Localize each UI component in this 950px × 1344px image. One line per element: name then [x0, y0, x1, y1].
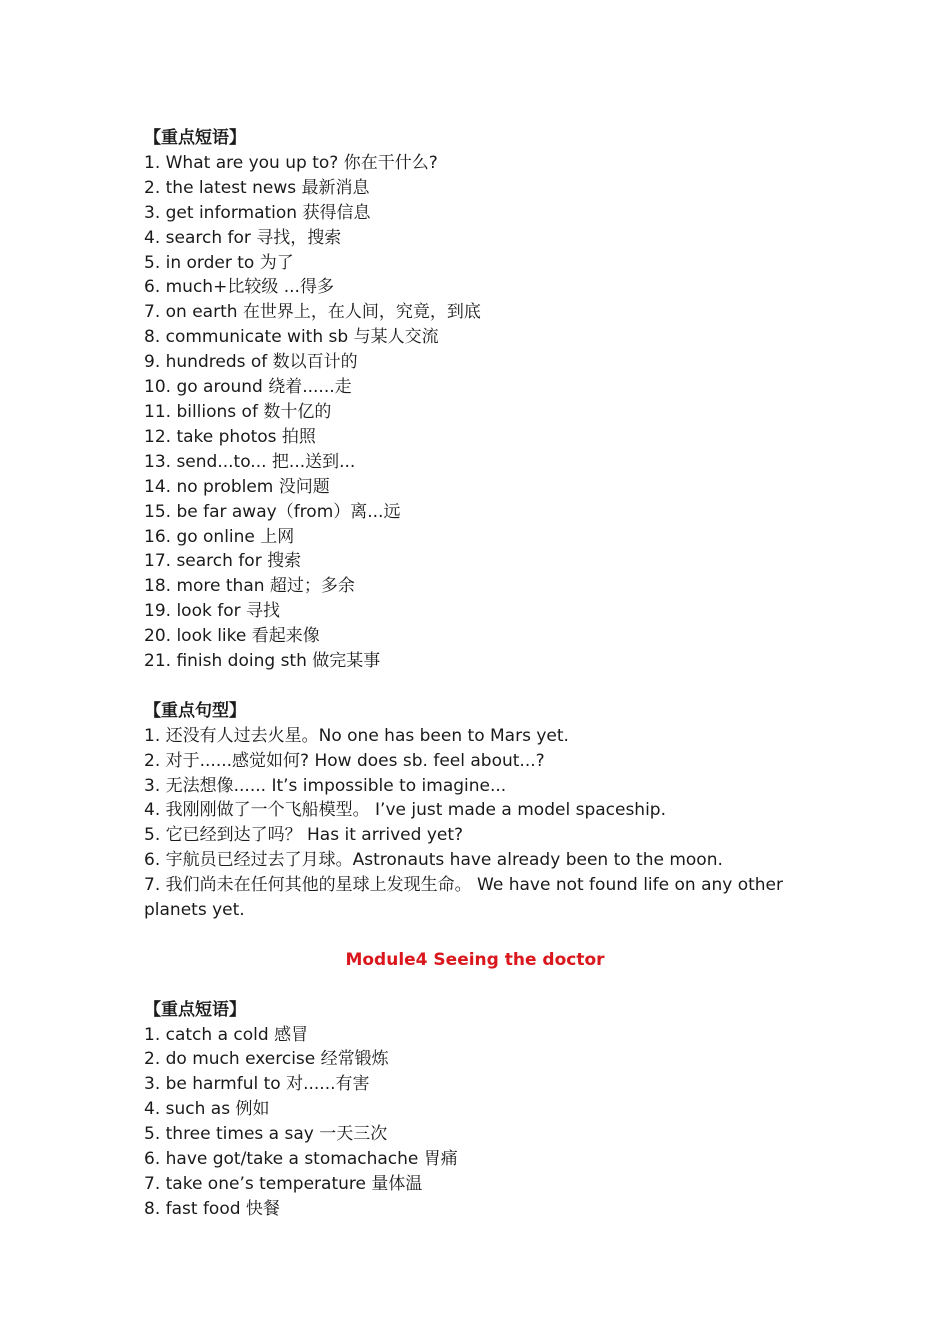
list-item: 5. 它已经到达了吗？ Has it arrived yet? — [144, 825, 464, 846]
list-item: 3. get information 获得信息 — [144, 202, 371, 223]
list-item: 4. such as 例如 — [144, 1099, 270, 1120]
list-item: 9. hundreds of 数以百计的 — [144, 352, 358, 373]
list-item: 17. search for 搜索 — [144, 551, 302, 572]
list-item: 2. the latest news 最新消息 — [144, 177, 370, 198]
list-item: 4. 我刚刚做了一个飞船模型。 I’ve just made a model spaceship. — [144, 800, 667, 821]
sentence-list — [144, 724, 814, 923]
list-item: 20. look like 看起来像 — [144, 626, 320, 647]
list-item: 4. search for 寻找，搜索 — [144, 227, 342, 248]
list-item: 3. 无法想像...... It’s impossible to imagine... — [144, 775, 507, 796]
list-item: 5. in order to 为了 — [144, 252, 294, 273]
list-item: 13. send...to... 把...送到... — [144, 451, 356, 472]
list-item: 1. What are you up to? 你在干什么? — [144, 152, 438, 173]
spacer — [144, 973, 814, 998]
list-item: 1. 还没有人过去火星。No one has been to Mars yet. — [144, 725, 569, 746]
list-item: 21. finish doing sth 做完某事 — [144, 651, 381, 672]
list-item: 6. much+比较级 ...得多 — [144, 277, 334, 298]
list-item: 16. go online 上网 — [144, 526, 295, 547]
section-heading-key-phrases: 【重点短语】 — [144, 128, 246, 148]
list-item: 15. be far away（from）离...远 — [144, 501, 401, 522]
list-item: 5. three times a say 一天三次 — [144, 1124, 388, 1145]
list-item: 2. do much exercise 经常锻炼 — [144, 1049, 389, 1070]
list-item: 8. communicate with sb 与某人交流 — [144, 327, 439, 348]
phrase-list — [144, 151, 814, 674]
list-item: 8. fast food 快餐 — [144, 1198, 280, 1219]
list-item: 11. billions of 数十亿的 — [144, 401, 332, 422]
list-item: 7. 我们尚未在任何其他的星球上发现生命。 We have not found life on any other planets yet. — [144, 875, 784, 921]
list-item: 10. go around 绕着......走 — [144, 377, 352, 398]
list-item: 7. take one’s temperature 量体温 — [144, 1174, 423, 1195]
list-item: 2. 对于......感觉如何? How does sb. feel about...? — [144, 750, 545, 771]
list-item: 14. no problem 没问题 — [144, 476, 330, 497]
list-item: 7. on earth 在世界上，在人间，究竟，到底 — [144, 302, 481, 323]
list-item: 6. have got/take a stomachache 胃痛 — [144, 1149, 458, 1170]
list-item: 1. catch a cold 感冒 — [144, 1024, 309, 1045]
module-title: Module4 Seeing the doctor — [345, 949, 605, 970]
spacer — [144, 674, 814, 699]
list-item: 3. be harmful to 对......有害 — [144, 1074, 370, 1095]
document-content — [144, 126, 814, 1222]
section-heading-key-sentences: 【重点句型】 — [144, 700, 246, 721]
list-item: 18. more than 超过；多余 — [144, 576, 355, 597]
list-item: 19. look for 寻找 — [144, 601, 280, 622]
phrase-list-module4 — [144, 1023, 814, 1222]
section-heading-key-phrases-module4: 【重点短语】 — [144, 999, 246, 1020]
list-item: 12. take photos 拍照 — [144, 426, 316, 447]
spacer — [144, 923, 814, 948]
list-item: 6. 宇航员已经过去了月球。Astronauts have already been to the moon. — [144, 850, 723, 871]
